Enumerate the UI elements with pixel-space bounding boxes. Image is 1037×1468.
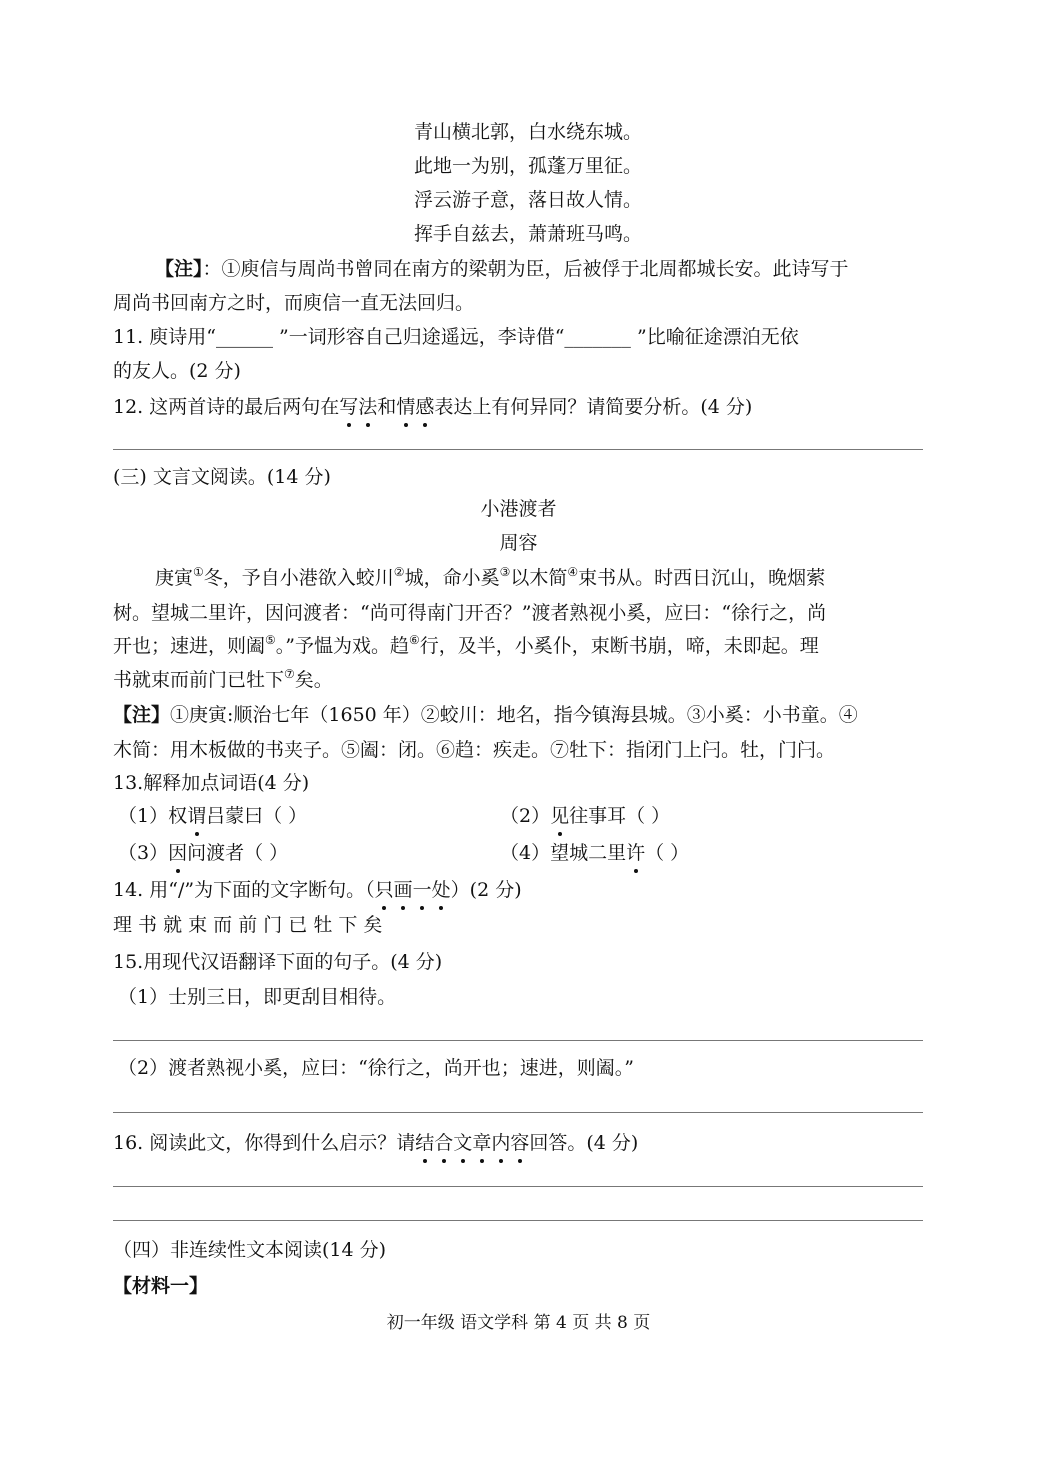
question-13-item-3: （3）因问渡者（ ）: [118, 842, 289, 864]
poem-note-line-2: 周尚书回南方之时，而庾信一直无法回归。: [113, 292, 475, 314]
question-15-sentence-1: （1）士别三日，即更刮目相待。: [118, 986, 397, 1008]
page-footer: 初一年级 语文学科 第 4 页 共 8 页: [386, 1313, 651, 1333]
answer-line[interactable]: [113, 1040, 923, 1041]
answer-line[interactable]: [113, 1112, 923, 1113]
section-3-heading: (三) 文言文阅读。(14 分): [113, 466, 331, 488]
passage-note-line-2: 木简：用木板做的书夹子。⑤阖：闭。⑥趋：疾走。⑦牡下：指闭门上闩。牡，门闩。: [113, 739, 836, 761]
question-13-item-4: （4）望城二里许（ ）: [500, 842, 690, 864]
section-4-heading: （四）非连续性文本阅读(14 分): [113, 1239, 387, 1261]
passage-note-line-1: 【注】①庚寅:顺治七年（1650 年）②蛟川：地名，指今镇海县城。③小奚：小书童。④: [113, 704, 858, 726]
passage-line-2: 树。望城二里许，因问渡者：“尚可得南门开否？”渡者熟视小奚，应曰：“徐行之，尚: [113, 602, 827, 624]
poem-line-1: 青山横北郭，白水绕东城。: [414, 121, 643, 143]
question-12: 12. 这两首诗的最后两句在写法和情感表达上有何异同？请简要分析。(4 分): [113, 396, 753, 418]
question-14: 14. 用“/”为下面的文字断句。（只画一处）(2 分): [113, 879, 522, 901]
question-15-title: 15.用现代汉语翻译下面的句子。(4 分): [113, 951, 443, 973]
poem-line-2: 此地一为别，孤蓬万里征。: [414, 155, 643, 177]
question-16: 16. 阅读此文，你得到什么启示？请结合文章内容回答。(4 分): [113, 1132, 639, 1154]
note-label: 【注】: [155, 258, 203, 280]
passage-line-1: 庚寅①冬，予自小港欲入蛟川②城，命小奚③以木简④束书从。时西日沉山，晚烟萦: [155, 565, 826, 589]
question-13-item-2: （2）见往事耳（ ）: [500, 805, 671, 827]
question-15-sentence-2: （2）渡者熟视小奚，应曰：“徐行之，尚开也；速进，则阖。”: [118, 1057, 635, 1079]
passage-line-4: 书就束而前门已牡下⑦矣。: [113, 667, 333, 691]
answer-line[interactable]: [113, 1220, 923, 1221]
poem-line-4: 挥手自兹去，萧萧班马鸣。: [414, 223, 643, 245]
answer-line[interactable]: [113, 1186, 923, 1187]
question-13-item-1: （1）权谓吕蒙曰（ ）: [118, 805, 308, 827]
passage-title: 小港渡者: [480, 498, 557, 520]
passage-line-3: 开也；速进，则阖⑤。”予愠为戏。趋⑥行，及半，小奚仆，束断书崩，啼，未即起。理: [113, 633, 819, 657]
question-11-line-2: 的友人。(2 分): [113, 360, 241, 382]
poem-note-line-1: 【注】：①庾信与周尚书曾同在南方的梁朝为臣，后被俘于北周都城长安。此诗写于: [155, 258, 849, 280]
answer-line[interactable]: [113, 449, 923, 450]
question-14-text: 理 书 就 束 而 前 门 已 牡 下 矣: [113, 914, 383, 936]
note-label: 【注】: [113, 704, 171, 726]
question-13-title: 13.解释加点词语(4 分): [113, 772, 310, 794]
question-11-line-1: 11. 庾诗用“______ ”一词形容自己归途遥远，李诗借“_______ ”比喻征途漂泊无依: [113, 326, 799, 348]
passage-author: 周容: [499, 532, 538, 554]
material-1-label: 【材料一】: [113, 1275, 209, 1297]
poem-line-3: 浮云游子意，落日故人情。: [414, 189, 643, 211]
